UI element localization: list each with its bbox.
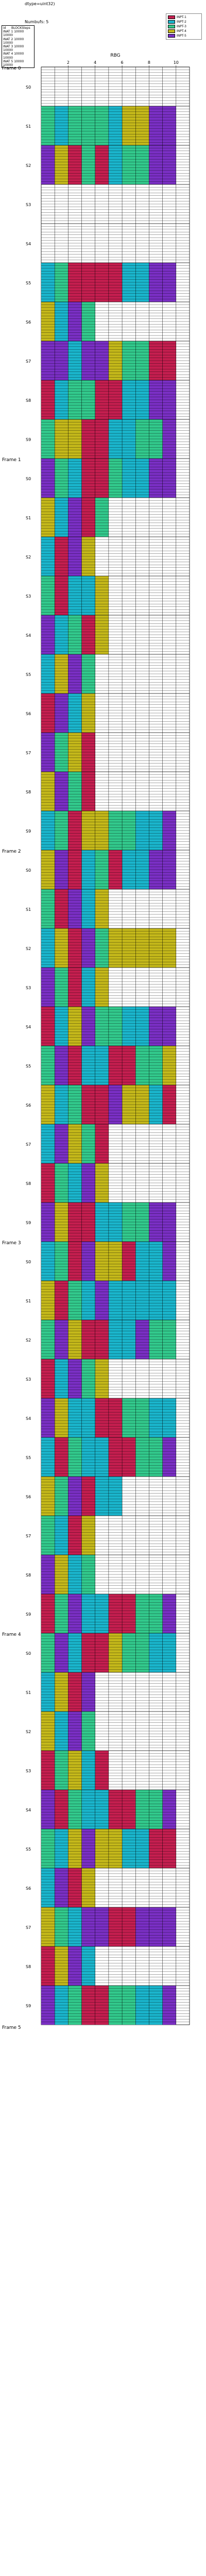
slot-label: S1	[26, 907, 31, 912]
slot-label: S7	[26, 1925, 31, 1930]
slot-label: S6	[26, 1103, 31, 1108]
slot-label: S2	[26, 1729, 31, 1734]
frame-label: Frame 1	[2, 457, 21, 463]
slot-label: S7	[26, 359, 31, 364]
slot-label: S9	[26, 1220, 31, 1225]
slot-label: S0	[26, 1651, 31, 1656]
frame-label: Frame 3	[2, 1241, 21, 1246]
slot-label: S8	[26, 789, 31, 794]
slot-label: S9	[26, 828, 31, 834]
partial-title: dtype=uint32)	[25, 2, 55, 6]
slot-label: S6	[26, 711, 31, 716]
x-tick-label: 8	[147, 60, 151, 65]
trailing-frame-label: Frame 5	[2, 2025, 21, 2030]
slot-label: S6	[26, 1886, 31, 1891]
x-tick-label: 6	[121, 60, 124, 65]
slot-label: S0	[26, 476, 31, 481]
slot-label: S0	[26, 868, 31, 873]
x-tick-label: 10	[173, 60, 179, 65]
slot-label: S4	[26, 241, 31, 246]
slot-label: S3	[26, 1768, 31, 1773]
info-header-block: BLOCK	[11, 26, 22, 30]
slot-label: S6	[26, 319, 31, 325]
x-axis-label: RBG	[110, 53, 121, 58]
slot-label: S5	[26, 1063, 31, 1069]
slot-label: S3	[26, 202, 31, 207]
slot-label: S1	[26, 515, 31, 520]
frame-label: Frame 4	[2, 1632, 21, 1637]
slot-label: S3	[26, 985, 31, 990]
frame-label: Frame 2	[2, 849, 21, 854]
slot-label: S2	[26, 1337, 31, 1343]
info-table-row: INAT 3 10000 10000	[3, 45, 24, 53]
slot-label: S5	[26, 1455, 31, 1460]
x-tick-label: 2	[66, 60, 70, 65]
numbufs-label: Numbufs: 5	[25, 20, 49, 24]
x-tick-label: 4	[94, 60, 97, 65]
slot-label: S5	[26, 672, 31, 677]
slot-label: S1	[26, 1690, 31, 1695]
info-table-row: INAT 1 10000 10000	[3, 30, 24, 38]
slot-label: S4	[26, 633, 31, 638]
slot-label: S4	[26, 1416, 31, 1421]
slot-label: S0	[26, 1259, 31, 1264]
slot-label: S1	[26, 124, 31, 129]
slot-label: S4	[26, 1807, 31, 1812]
slot-label: S1	[26, 1298, 31, 1303]
slot-label: S0	[26, 84, 31, 90]
legend-label: INPT-1	[177, 15, 186, 19]
slot-label: S8	[26, 1181, 31, 1186]
legend-label: INPT-2	[177, 20, 186, 24]
slot-label: S6	[26, 1494, 31, 1499]
slot-label: S8	[26, 398, 31, 403]
slot-label: S2	[26, 554, 31, 560]
slot-label: S7	[26, 750, 31, 755]
info-header-steps: Steps	[22, 26, 30, 30]
info-table-row: INAT 2 10000 10000	[3, 37, 24, 45]
slot-label: S7	[26, 1142, 31, 1147]
frame-label: Frame 0	[2, 66, 21, 71]
info-table-row: INAT 4 10000 10000	[3, 52, 24, 60]
info-table-row: INAT 5 10000 10000	[3, 59, 24, 67]
slot-label: S9	[26, 2003, 31, 2008]
slot-label: S3	[26, 1377, 31, 1382]
slot-label: S2	[26, 163, 31, 168]
slot-label: S9	[26, 1612, 31, 1617]
legend-label: INPT-3	[177, 25, 186, 28]
legend-label: INPT-4	[177, 29, 186, 33]
slot-label: S5	[26, 1846, 31, 1852]
legend-label: INPT-5	[177, 34, 186, 38]
slot-label: S4	[26, 1024, 31, 1029]
slot-label: S7	[26, 1533, 31, 1538]
info-header-id: id	[3, 26, 6, 30]
slot-label: S3	[26, 594, 31, 599]
slot-label: S8	[26, 1572, 31, 1578]
slot-label: S5	[26, 280, 31, 285]
slot-label: S9	[26, 437, 31, 442]
slot-label: S8	[26, 1964, 31, 1969]
slot-label: S2	[26, 946, 31, 951]
